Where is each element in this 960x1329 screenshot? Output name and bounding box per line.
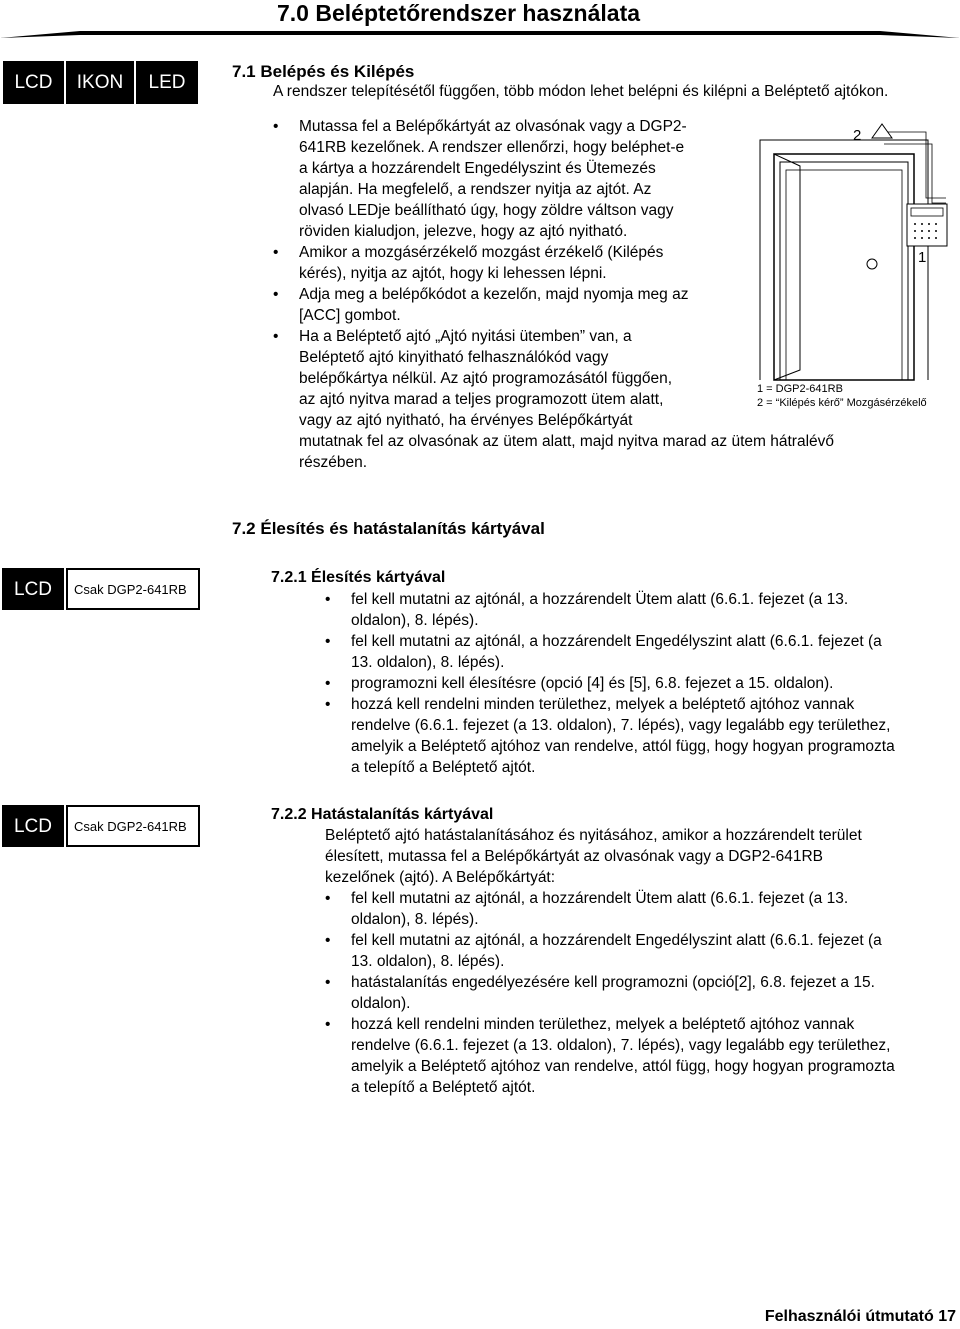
subsection-heading-7-2-1: 7.2.1 Élesítés kártyával bbox=[271, 569, 446, 586]
list-item: • Adja meg a belépőkódot a kezelőn, majd nyomja meg az [ACC] gombot. bbox=[299, 284, 769, 326]
tag-lcd: LCD bbox=[2, 805, 64, 847]
tag-csak: Csak DGP2-641RB bbox=[66, 805, 200, 847]
section-heading-7-1: 7.1 Belépés és Kilépés bbox=[232, 62, 415, 81]
page-footer: Felhasználói útmutató 17 bbox=[764, 1308, 956, 1325]
list-item: • hozzá kell rendelni minden területhez, melyek a beléptető ajtóhoz vannak rendelve (6.6.1. fejezet (a 13. oldalon), 7. lépés), vagy legalább egy területhez, amelyik a Beléptető ajtóhoz van rendelve, attól függ, hogy hogyan programozta a telepítő a Beléptető ajtót. bbox=[351, 1014, 956, 1098]
bullet-list-7-2-1 bbox=[351, 589, 956, 778]
tag-led: LED bbox=[136, 61, 198, 104]
subsection-heading-7-2-2: 7.2.2 Hatástalanítás kártyával bbox=[271, 806, 494, 823]
list-item: • hozzá kell rendelni minden területhez, melyek a beléptető ajtóhoz vannak rendelve (6.6.1. fejezet (a 13. oldalon), 7. lépés), vagy legalább egy területhez, amelyik a Beléptető ajtóhoz van rendelve, attól függ, hogy hogyan programozta a telepítő a Beléptető ajtót. bbox=[351, 694, 956, 778]
mode-tags-7-2-2 bbox=[2, 805, 200, 847]
label-2: 2 bbox=[853, 127, 862, 144]
mode-tags-7-2-1 bbox=[2, 568, 200, 610]
bullet-list-7-1 bbox=[299, 116, 835, 473]
list-item: • hatástalanítás engedélyezésére kell programozni (opció[2], 6.8. fejezet a 15. oldalon). bbox=[351, 972, 956, 1014]
subsection-intro-7-2-2: Beléptető ajtó hatástalanításához és nyitásához, amikor a hozzárendelt terület élesített, mutassa fel a Belépőkártyát az olvasónak vagy a DGP2-641RB kezelőnek (ajtó). A Belépőkártyát: bbox=[325, 827, 862, 886]
tag-csak: Csak DGP2-641RB bbox=[66, 568, 200, 610]
list-item: • fel kell mutatni az ajtónál, a hozzárendelt Engedélyszint alatt (6.6.1. fejezet (a 13. oldalon), 8. lépés). bbox=[351, 930, 956, 972]
list-item: • fel kell mutatni az ajtónál, a hozzárendelt Engedélyszint alatt (6.6.1. fejezet (a 13. oldalon), 8. lépés). bbox=[351, 631, 956, 673]
tag-lcd: LCD bbox=[2, 568, 64, 610]
list-item: • fel kell mutatni az ajtónál, a hozzárendelt Ütem alatt (6.6.1. fejezet (a 13. oldalon), 8. lépés). bbox=[351, 888, 956, 930]
section-heading-7-2: 7.2 Élesítés és hatástalanítás kártyával bbox=[232, 519, 545, 538]
tag-lcd: LCD bbox=[3, 61, 64, 104]
list-item: • Ha a Beléptető ajtó „Ajtó nyitási ütemben” van, a Beléptető ajtó kinyitható felhasználókód vagy belépőkártya nélkül. Az ajtó programozásától függően, az ajtó nyitva marad a teljes programozott ütem alatt, vagy az ajtó nyitható, ha érvényes Belépőkártyát mutatnak fel az olvasónak az ütem alatt, majd nyitva marad az ütem hátralévő részében. bbox=[299, 326, 769, 473]
bullet-list-7-2-2 bbox=[351, 888, 956, 1098]
section-intro-7-1: A rendszer telepítésétől függően, több módon lehet belépni és kilépni a Beléptető ajtókon. bbox=[273, 83, 889, 100]
list-item: • fel kell mutatni az ajtónál, a hozzárendelt Ütem alatt (6.6.1. fejezet (a 13. oldalon), 8. lépés). bbox=[351, 589, 956, 631]
mode-tags bbox=[3, 61, 198, 104]
page-title: 7.0 Beléptetőrendszer használata bbox=[277, 0, 641, 26]
tag-ikon: IKON bbox=[66, 61, 134, 104]
door-diagram bbox=[750, 118, 955, 393]
label-1: 1 bbox=[918, 249, 927, 266]
title-underline bbox=[0, 28, 960, 42]
diagram-legend: 1 = DGP2-641RB 2 = “Kilépés kérő” Mozgásérzékelő bbox=[757, 383, 927, 409]
list-item: • Amikor a mozgásérzékelő mozgást érzékelő (Kilépés kérés), nyitja az ajtót, hogy ki lehessen lépni. bbox=[299, 242, 769, 284]
list-item: • programozni kell élesítésre (opció [4] és [5], 6.8. fejezet a 15. oldalon). bbox=[351, 673, 956, 694]
list-item: • Mutassa fel a Belépőkártyát az olvasónak vagy a DGP2- 641RB kezelőnek. A rendszer ellenőrzi, hogy beléphet-e a kártya a hozzárendelt Engedélyszint és Ütemezés alapján. Ha megfelelő, a rendszer nyitja az ajtót. Az olvasó LEDje beállítható úgy, hogy zöldre váltson vagy röviden kialudjon, jelezve, hogy az ajtó nyitható. bbox=[299, 116, 769, 242]
